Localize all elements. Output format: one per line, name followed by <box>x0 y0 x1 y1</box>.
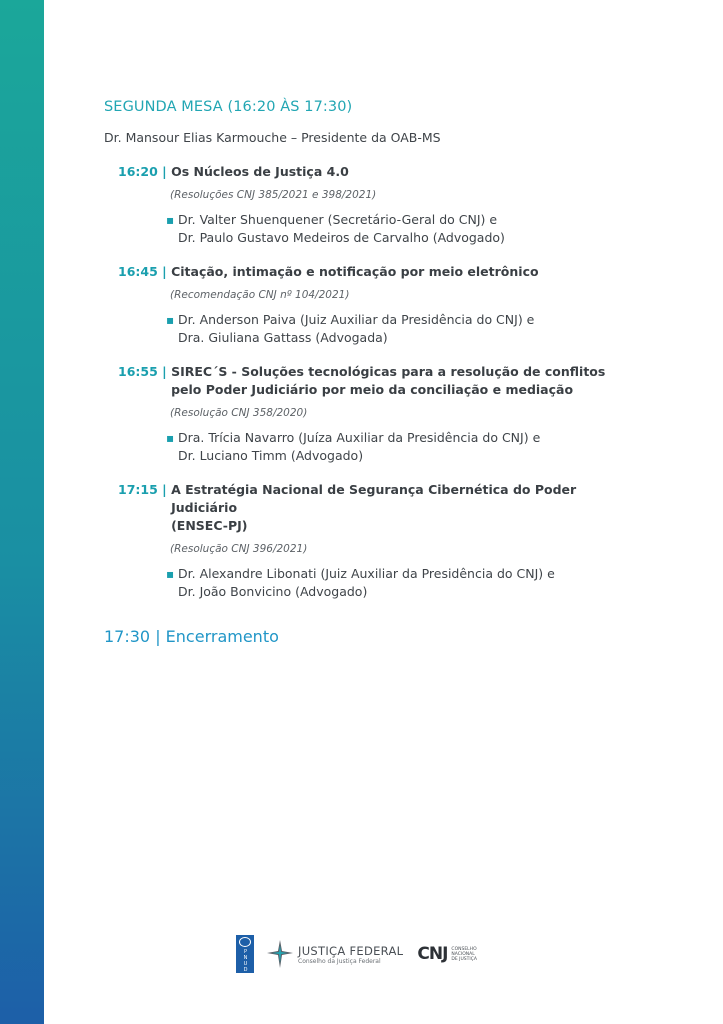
cnj-logo-mark: CNJ <box>417 944 448 964</box>
agenda-item <box>118 163 638 247</box>
bullet-icon: ▪ <box>166 213 175 227</box>
closing-line: 17:30 | Encerramento <box>104 627 279 646</box>
cnj-logo <box>417 944 477 964</box>
speakers-text: Dra. Trícia Navarro (Juíza Auxiliar da Presidência do CNJ) e Dr. Luciano Timm (Advogado) <box>178 430 541 463</box>
agenda-item <box>118 363 638 465</box>
agenda-time: 17:15 | <box>118 482 167 497</box>
agenda-speakers <box>166 311 638 347</box>
agenda-reference: (Resolução CNJ 358/2020) <box>170 407 308 419</box>
speakers-text: Dr. Anderson Paiva (Juiz Auxiliar da Presidência do CNJ) e Dra. Giuliana Gattass (Advogada) <box>178 312 535 345</box>
agenda-time: 16:45 | <box>118 264 167 279</box>
justica-federal-logo <box>266 939 403 969</box>
agenda-item <box>118 263 638 347</box>
bullet-icon: ▪ <box>166 567 175 581</box>
cnj-sub-line: NACIONAL <box>451 951 475 957</box>
justica-federal-title: JUSTIÇA FEDERAL <box>298 943 404 958</box>
agenda-item-title <box>118 263 638 281</box>
undp-logo <box>236 935 254 973</box>
agenda-item-title <box>118 481 638 535</box>
agenda-title-text: Os Núcleos de Justiça 4.0 <box>171 164 349 179</box>
agenda-item-title <box>118 363 638 399</box>
agenda-title-text: Citação, intimação e notificação por meio eletrônico <box>171 264 539 279</box>
agenda-item-title <box>118 163 638 181</box>
bullet-icon: ▪ <box>166 313 175 327</box>
agenda-speakers <box>166 565 638 601</box>
cnj-sub-line: CONSELHO <box>451 946 477 952</box>
session-chair: Dr. Mansour Elias Karmouche – Presidente da OAB-MS <box>104 130 441 145</box>
undp-letters: PNUD <box>242 949 249 973</box>
agenda-time: 16:55 | <box>118 364 167 379</box>
agenda-speakers <box>166 211 638 247</box>
agenda-reference: (Resolução CNJ 396/2021) <box>170 543 308 555</box>
agenda-title-text: SIREC´S - Soluções tecnológicas para a resolução de conflitos pelo Poder Judiciário por meio da conciliação e mediação <box>171 364 606 397</box>
decorative-side-bar <box>0 0 44 1024</box>
speakers-text: Dr. Valter Shuenquener (Secretário-Geral do CNJ) e Dr. Paulo Gustavo Medeiros de Carvalho (Advogado) <box>178 212 505 245</box>
agenda-title-text: A Estratégia Nacional de Segurança Cibernética do Poder Judiciário (ENSEC-PJ) <box>171 482 577 533</box>
agenda-reference: (Recomendação CNJ nº 104/2021) <box>170 289 350 301</box>
justica-federal-emblem-icon <box>266 939 294 969</box>
speakers-text: Dr. Alexandre Libonati (Juiz Auxiliar da Presidência do CNJ) e Dr. João Bonvicino (Advogado) <box>178 566 555 599</box>
agenda-speakers <box>166 429 638 465</box>
globe-icon <box>239 937 251 947</box>
agenda-reference: (Resoluções CNJ 385/2021 e 398/2021) <box>170 189 377 201</box>
agenda-item <box>118 481 638 601</box>
agenda-time: 16:20 | <box>118 164 167 179</box>
section-title: SEGUNDA MESA (16:20 ÀS 17:30) <box>104 99 353 115</box>
cnj-logo-subtitle <box>451 947 477 962</box>
justica-federal-subtitle: Conselho da Justiça Federal <box>298 957 381 965</box>
bullet-icon: ▪ <box>166 431 175 445</box>
cnj-sub-line: DE JUSTIÇA <box>451 956 477 962</box>
footer-logos <box>236 934 477 974</box>
